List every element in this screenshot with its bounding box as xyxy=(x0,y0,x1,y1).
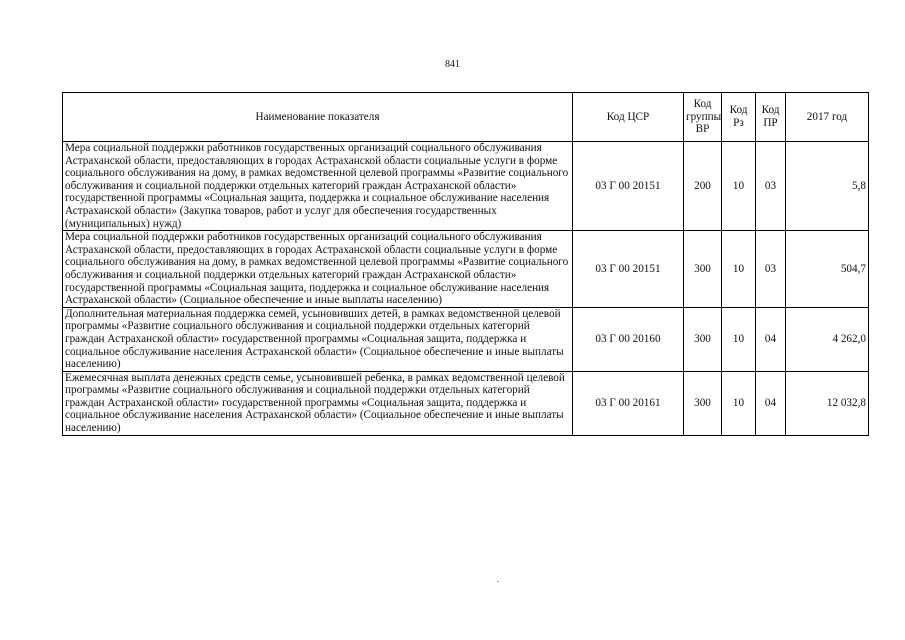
page-number: 841 xyxy=(445,59,460,70)
row-amount: 5,8 xyxy=(786,142,869,231)
budget-table xyxy=(62,92,869,436)
row-pr-code: 03 xyxy=(756,142,786,231)
row-vr-code: 300 xyxy=(684,231,722,308)
row-csr-code: 03 Г 00 20161 xyxy=(573,371,684,435)
row-name: Мера социальной поддержки работников государственных организаций социального обслуживания Астраханской области, предоставляющих в городах Астраханской области социальные услуги в форме социального обслуживания на дому, в рамках ведомственной целевой программы «Развитие социального обслуживания и социальной поддержки отдельных категорий граждан Астраханской области» государственной программы «Социальная защита, поддержка и социальное обслуживание населения Астраханской области» (Закупка товаров, работ и услуг для обеспечения государственных (муниципальных) нужд) xyxy=(63,142,573,231)
row-pr-code: 03 xyxy=(756,231,786,308)
row-rz-code: 10 xyxy=(722,231,756,308)
row-amount: 4 262,0 xyxy=(786,307,869,371)
table-row xyxy=(63,371,869,435)
table-row xyxy=(63,142,869,231)
row-amount: 12 032,8 xyxy=(786,371,869,435)
row-vr-code: 300 xyxy=(684,371,722,435)
table-row xyxy=(63,307,869,371)
header-year-2017: 2017 год xyxy=(786,93,869,142)
header-vr-code: Код группы ВР xyxy=(684,93,722,142)
header-pr-code: Код ПР xyxy=(756,93,786,142)
table-header-row xyxy=(63,93,869,142)
row-rz-code: 10 xyxy=(722,371,756,435)
scan-speck xyxy=(497,581,499,582)
row-csr-code: 03 Г 00 20160 xyxy=(573,307,684,371)
row-rz-code: 10 xyxy=(722,307,756,371)
header-csr-code: Код ЦСР xyxy=(573,93,684,142)
header-name: Наименование показателя xyxy=(63,93,573,142)
row-vr-code: 300 xyxy=(684,307,722,371)
table-row xyxy=(63,231,869,308)
row-csr-code: 03 Г 00 20151 xyxy=(573,231,684,308)
row-csr-code: 03 Г 00 20151 xyxy=(573,142,684,231)
row-amount: 504,7 xyxy=(786,231,869,308)
row-name: Мера социальной поддержки работников государственных организаций социального обслуживания Астраханской области, предоставляющих в городах Астраханской области социальные услуги в форме социального обслуживания на дому, в рамках ведомственной целевой программы «Развитие социального обслуживания и социальной поддержки отдельных категорий граждан Астраханской области» государственной программы «Социальная защита, поддержка и социальное обслуживание населения Астраханской области» (Социальное обеспечение и иные выплаты населению) xyxy=(63,231,573,308)
row-rz-code: 10 xyxy=(722,142,756,231)
header-rz-code: Код Рз xyxy=(722,93,756,142)
row-name: Дополнительная материальная поддержка семей, усыновивших детей, в рамках ведомственной целевой программы «Развитие социального обслуживания и социальной поддержки отдельных категорий граждан Астраханской области» государственной программы «Социальная защита, поддержка и социальное обслуживание населения Астраханской области» (Социальное обеспечение и иные выплаты населению) xyxy=(63,307,573,371)
row-vr-code: 200 xyxy=(684,142,722,231)
row-name: Ежемесячная выплата денежных средств семье, усыновившей ребенка, в рамках ведомственной целевой программы «Развитие социального обслуживания и социальной поддержки отдельных категорий граждан Астраханской области» государственной программы «Социальная защита, поддержка и социальное обслуживание населения Астраханской области» (Социальное обеспечение и иные выплаты населению) xyxy=(63,371,573,435)
row-pr-code: 04 xyxy=(756,307,786,371)
row-pr-code: 04 xyxy=(756,371,786,435)
